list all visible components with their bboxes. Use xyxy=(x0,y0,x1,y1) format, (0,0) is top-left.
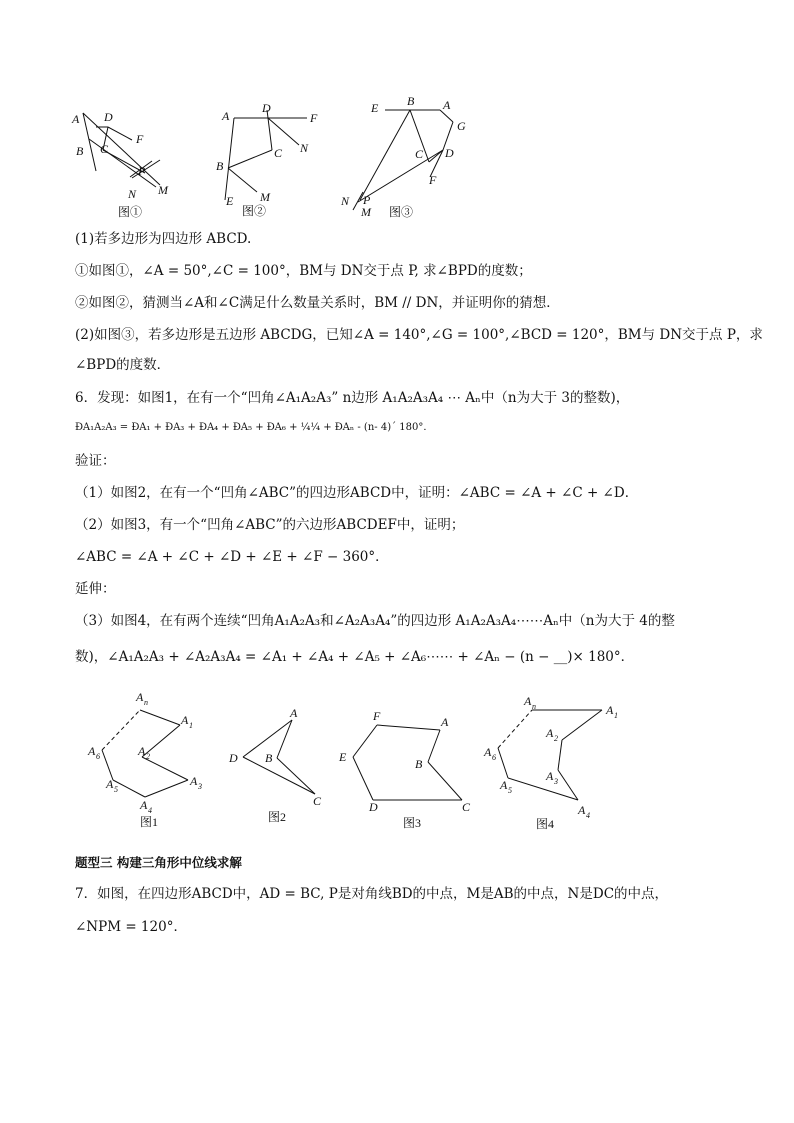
label-C: C xyxy=(313,794,322,808)
text-line-3: ②如图②，猜测当∠A和∠C满足什么数量关系时，BM // DN，并证明你的猜想． xyxy=(75,295,560,311)
text-line-14: 数)，∠A₁A₂A₃ + ∠A₂A₃A₄ = ∠A₁ + ∠A₄ + ∠A₅ + ∠A₆⋯⋯ + ∠Aₙ − (n − __)× 180°． xyxy=(75,649,635,665)
label-D: D xyxy=(104,110,113,124)
label-A4: A xyxy=(140,798,148,812)
figure-4-caption: 图4 xyxy=(536,817,555,831)
figure-1-caption: 图① xyxy=(118,205,143,219)
figure-3-caption: 图③ xyxy=(389,205,414,219)
sub-1: 1 xyxy=(189,721,193,730)
figure-3-diagram xyxy=(335,92,480,220)
figure-3-caption: 图3 xyxy=(403,816,422,830)
label-A5: A xyxy=(106,777,114,791)
figure-2-caption: 图② xyxy=(242,204,267,218)
sub-5: 5 xyxy=(508,786,512,795)
text-line-16: 7．如图，在四边形ABCD中，AD = BC, P是对角线BD的中点，M是AB的中点，N是DC的中点， xyxy=(75,886,669,902)
label-F: F xyxy=(310,111,318,125)
sub-6: 6 xyxy=(96,752,100,761)
text-line-9: （1）如图2，在有一个“凹角∠ABC”的四边形ABCD中，证明：∠ABC = ∠A + ∠C + ∠D． xyxy=(75,485,639,501)
label-D: D xyxy=(445,146,454,160)
label-D: D xyxy=(229,751,238,765)
sub-n: n xyxy=(144,698,148,707)
label-G: G xyxy=(457,119,466,133)
label-F: F xyxy=(136,132,144,146)
label-B: B xyxy=(76,144,84,158)
sub-n: n xyxy=(532,702,536,711)
label-A3: A xyxy=(546,769,554,783)
section-heading: 题型三 构建三角形中位线求解 xyxy=(75,855,242,870)
label-N: N xyxy=(128,187,137,201)
label-N: N xyxy=(341,194,350,208)
label-A: A xyxy=(72,112,80,126)
sub-2: 2 xyxy=(554,734,558,743)
figure-3-polygon xyxy=(335,705,485,830)
label-M: M xyxy=(260,190,270,204)
label-A3: A xyxy=(190,774,198,788)
sub-5: 5 xyxy=(114,785,118,794)
label-A: A xyxy=(443,98,451,112)
text-line-12: 延伸： xyxy=(75,581,116,597)
sub-1: 1 xyxy=(614,711,618,720)
text-line-7: ÐA₁A₂A₃ = ÐA₁ + ÐA₃ + ÐA₄ + ÐA₅ + ÐA₆ + ¼¼ + ÐAₙ - (n- 4)´ 180°． xyxy=(75,422,434,433)
figure-4-polygon xyxy=(480,690,630,835)
text-line-11: ∠ABC = ∠A + ∠C + ∠D + ∠E + ∠F − 360°． xyxy=(75,549,389,565)
sub-3: 3 xyxy=(554,777,558,786)
text-line-6: 6．发现：如图1，在有一个“凹角∠A₁A₂A₃” n边形 A₁A₂A₃A₄ ⋯ Aₙ中（n为大于 3的整数)， xyxy=(75,390,630,406)
label-A4: A xyxy=(578,803,586,817)
label-B: B xyxy=(415,757,423,771)
label-M: M xyxy=(158,183,168,197)
sub-3: 3 xyxy=(198,782,202,791)
text-line-2: ①如图①，∠A = 50°,∠C = 100°，BM与 DN交于点 P, 求∠BPD的度数； xyxy=(75,263,532,279)
label-E: E xyxy=(371,101,379,115)
label-F: F xyxy=(429,173,437,187)
text-line-4: (2)如图③，若多边形是五边形 ABCDG，已知∠A = 140°,∠G = 100°,∠BCD = 120°，BM与 DN交于点 P，求 xyxy=(75,327,763,343)
label-An: A xyxy=(524,694,532,708)
figure-2-diagram xyxy=(212,100,332,218)
figure-2-caption: 图2 xyxy=(268,810,287,824)
label-A6: A xyxy=(484,745,492,759)
label-C: C xyxy=(462,800,471,814)
text-line-5: ∠BPD的度数． xyxy=(75,357,171,373)
label-C: C xyxy=(274,146,283,160)
sub-4: 4 xyxy=(586,811,590,820)
sub-4: 4 xyxy=(148,806,152,815)
label-A1: A xyxy=(606,703,614,717)
text-line-10: （2）如图3，有一个“凹角∠ABC”的六边形ABCDEF中，证明； xyxy=(75,517,465,533)
label-F: F xyxy=(373,709,381,723)
label-A: A xyxy=(222,109,230,123)
label-N: N xyxy=(300,141,309,155)
label-A: A xyxy=(290,706,298,720)
sub-6: 6 xyxy=(492,753,496,762)
figure-1-caption: 图1 xyxy=(140,815,159,829)
label-P: P xyxy=(138,164,146,178)
label-D: D xyxy=(369,800,378,814)
label-C: C xyxy=(100,142,109,156)
label-B: B xyxy=(216,159,224,173)
text-line-1: (1)若多边形为四边形 ABCD. xyxy=(75,231,252,247)
text-line-17: ∠NPM = 120°． xyxy=(75,919,187,935)
figure-2-polygon xyxy=(225,700,335,830)
label-B: B xyxy=(265,751,273,765)
sub-2: 2 xyxy=(146,752,150,761)
label-E: E xyxy=(339,750,347,764)
label-A1: A xyxy=(181,713,189,727)
text-line-13: （3）如图4，在有两个连续“凹角A₁A₂A₃和∠A₂A₃A₄”的四边形 A₁A₂A₃A₄⋯⋯Aₙ中（n为大于 4的整 xyxy=(75,613,675,629)
figure-1-diagram xyxy=(70,105,190,220)
label-C: C xyxy=(415,147,424,161)
label-M: M xyxy=(361,205,371,219)
label-E: E xyxy=(226,194,234,208)
label-A: A xyxy=(441,715,449,729)
label-A6: A xyxy=(88,744,96,758)
label-B: B xyxy=(407,94,415,108)
text-line-8: 验证： xyxy=(75,453,116,469)
label-D: D xyxy=(262,101,271,115)
label-A2: A xyxy=(138,744,146,758)
label-A2: A xyxy=(546,726,554,740)
label-A5: A xyxy=(500,778,508,792)
label-P: P xyxy=(363,193,371,207)
label-An: A xyxy=(136,690,144,704)
figure-1-polygon xyxy=(80,685,210,830)
